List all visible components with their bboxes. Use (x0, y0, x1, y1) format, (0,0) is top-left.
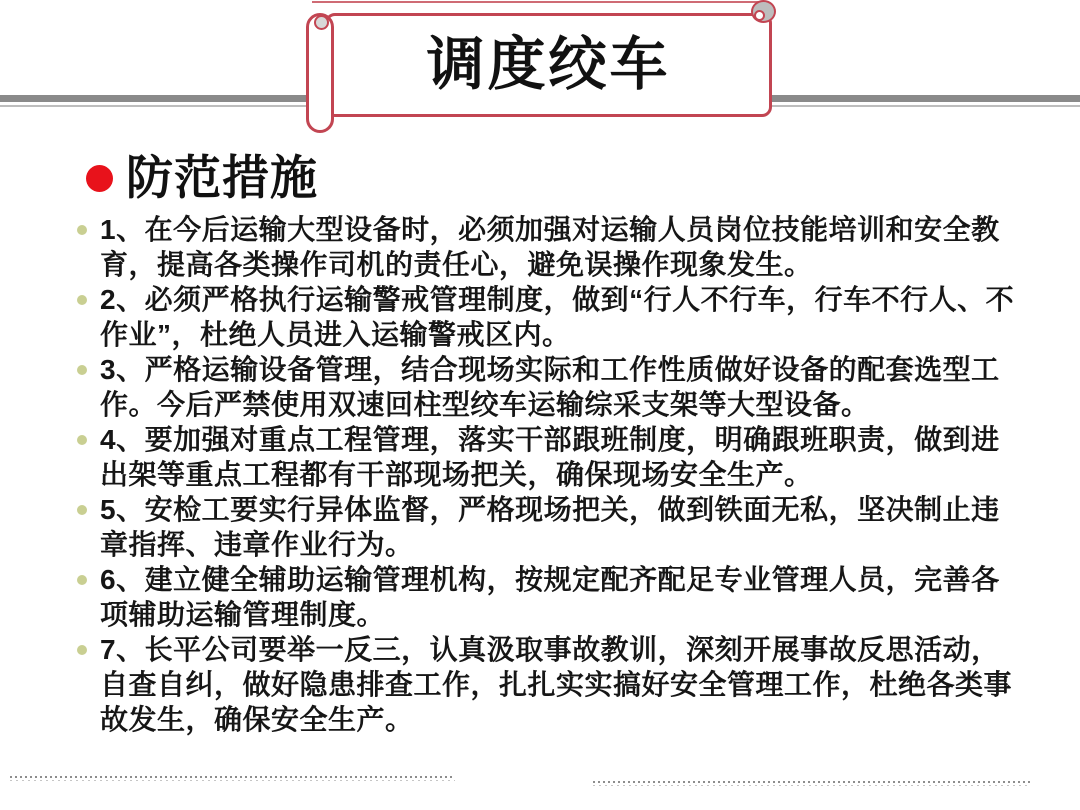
list-item (100, 212, 1016, 282)
list-item (100, 492, 1016, 562)
bullet-text: 4、要加强对重点工程管理，落实干部跟班制度，明确跟班职责，做到进出架等重点工程都有干部现场把关，确保现场安全生产。 (100, 424, 1000, 490)
list-item (100, 632, 1016, 737)
bullet-list (100, 212, 1016, 737)
scroll-body (325, 13, 772, 117)
bullet-text: 6、建立健全辅助运输管理机构，按规定配齐配足专业管理人员，完善各项辅助运输管理制度。 (100, 564, 1000, 630)
bullet-text: 2、必须严格执行运输警戒管理制度，做到“行人不行车，行车不行人、不作业”，杜绝人员进入运输警戒区内。 (100, 284, 1015, 350)
scroll-left-curl-icon (314, 15, 329, 30)
bullet-dot-icon (77, 505, 87, 515)
bullet-dot-icon (77, 365, 87, 375)
list-item (100, 282, 1016, 352)
bullet-text: 1、在今后运输大型设备时，必须加强对运输人员岗位技能培训和安全教育，提高各类操作司机的责任心，避免误操作现象发生。 (100, 214, 1000, 280)
footer-divider-right (593, 781, 1030, 787)
list-item (100, 422, 1016, 492)
bullet-dot-icon (77, 225, 87, 235)
horizontal-rule-right (772, 95, 1080, 107)
scroll-right-curl-inner (754, 10, 765, 21)
section-heading: 防范措施 (126, 151, 318, 204)
red-bullet-icon (86, 165, 113, 192)
scroll-left-roll (306, 13, 334, 133)
bullet-dot-icon (77, 295, 87, 305)
list-item (100, 562, 1016, 632)
list-item (100, 352, 1016, 422)
horizontal-rule-left (0, 95, 308, 107)
bullet-text: 3、严格运输设备管理，结合现场实际和工作性质做好设备的配套选型工作。今后严禁使用双速回柱型绞车运输综采支架等大型设备。 (100, 354, 1000, 420)
bullet-text: 5、安检工要实行异体监督，严格现场把关，做到铁面无私，坚决制止违章指挥、违章作业行为。 (100, 494, 1000, 560)
bullet-dot-icon (77, 435, 87, 445)
bullet-text: 7、长平公司要举一反三，认真汲取事故教训，深刻开展事故反思活动，自查自纠，做好隐患排查工作，扎扎实实搞好安全管理工作，杜绝各类事故发生，确保安全生产。 (100, 634, 1013, 735)
footer-divider-left (10, 776, 455, 782)
scroll-top-edge (312, 1, 764, 3)
section-heading-row (86, 150, 318, 206)
scroll-right-curl-icon (751, 0, 776, 23)
bullet-dot-icon (77, 575, 87, 585)
bullet-dot-icon (77, 645, 87, 655)
slide-title: 调度绞车 (426, 32, 671, 97)
